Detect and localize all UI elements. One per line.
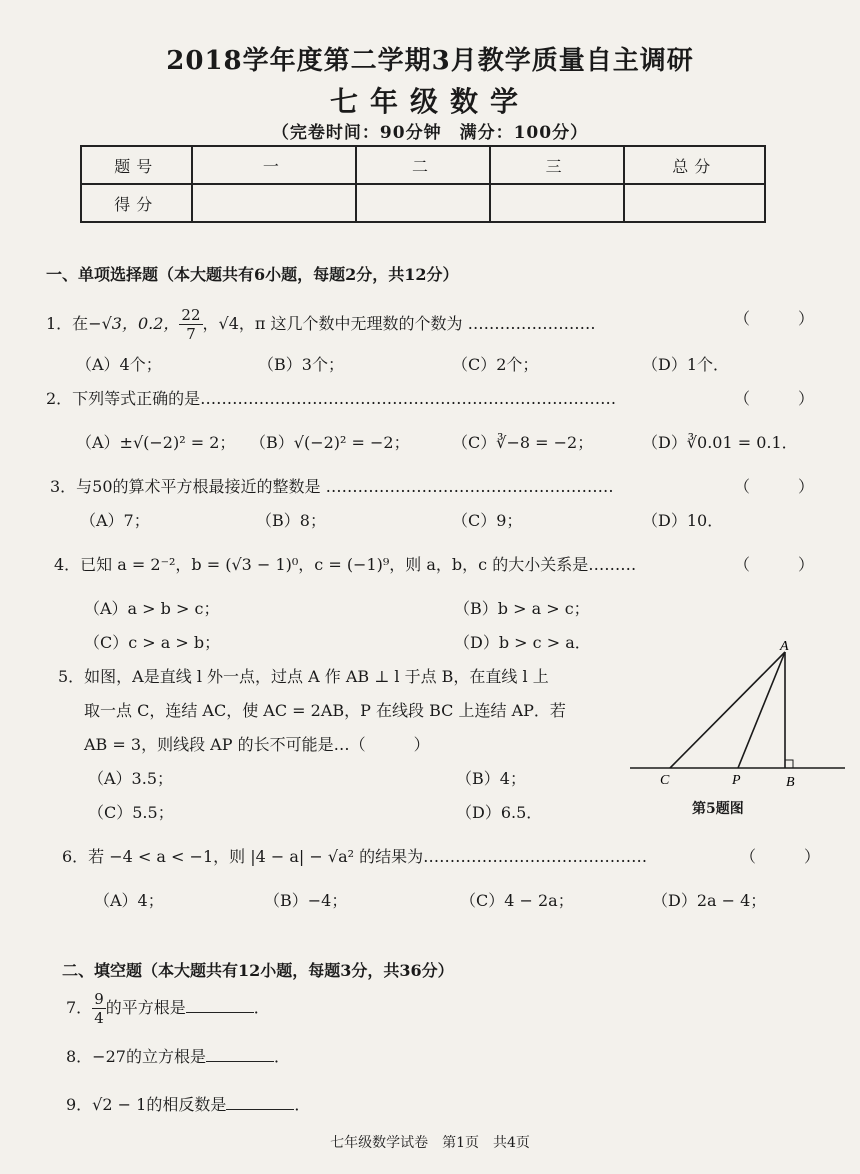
option-2a: （A）±√(−2)² = 2； bbox=[76, 433, 236, 452]
option-6d: （D）2a − 4； bbox=[652, 891, 767, 910]
question-1-prefix: 1．在 bbox=[46, 314, 89, 333]
option-1b: （B）3个； bbox=[258, 355, 344, 374]
score-table-header-row bbox=[81, 146, 765, 184]
question-8-text: 8．−27的立方根是 bbox=[66, 1047, 206, 1066]
option-5d: （D）6.5． bbox=[456, 803, 543, 822]
label-a: A bbox=[780, 639, 789, 654]
fraction-22-7 bbox=[179, 306, 202, 343]
score-cell: 题号 bbox=[81, 146, 192, 184]
question-8-end: ． bbox=[273, 1047, 290, 1066]
question-2: 2．下列等式正确的是…………………………………………………………………… bbox=[46, 389, 617, 408]
option-4c: （C）c > a > b； bbox=[84, 633, 221, 652]
option-1d: （D）1个． bbox=[642, 355, 730, 374]
score-blank-cell bbox=[356, 184, 490, 222]
answer-blank-9[interactable] bbox=[226, 1095, 294, 1110]
score-cell: 总分 bbox=[624, 146, 765, 184]
question-5-line-3: AB = 3，则线段 AP 的长不可能是…（ ） bbox=[84, 735, 430, 754]
option-1a: （A）4个； bbox=[76, 355, 162, 374]
score-blank-cell bbox=[192, 184, 356, 222]
fraction-denominator: 7 bbox=[186, 325, 196, 343]
fraction-denominator: 4 bbox=[94, 1009, 104, 1027]
option-6b: （B）−4； bbox=[264, 891, 348, 910]
question-8 bbox=[66, 1044, 290, 1067]
answer-paren-2: （ ） bbox=[734, 389, 815, 408]
exam-title: 2018学年度第二学期3月教学质量自主调研 bbox=[166, 46, 694, 76]
question-5-line-2: 取一点 C，连结 AC，使 AC = 2AB，P 在线段 BC 上连结 AP．若 bbox=[84, 701, 566, 720]
answer-blank-8[interactable] bbox=[206, 1047, 274, 1062]
label-c: C bbox=[660, 773, 670, 788]
question-7-end: ． bbox=[253, 998, 270, 1017]
score-cell: 三 bbox=[490, 146, 624, 184]
exam-subject: 七年级数学 bbox=[329, 85, 530, 118]
option-2b: （B）√(−2)² = −2； bbox=[250, 433, 410, 452]
segment-ac bbox=[670, 652, 785, 768]
label-b: B bbox=[786, 775, 795, 790]
option-5b: （B）4； bbox=[456, 769, 526, 788]
label-p: P bbox=[732, 773, 741, 788]
fraction-numerator: 9 bbox=[94, 990, 104, 1008]
answer-paren-3: （ ） bbox=[734, 477, 815, 496]
figure-q5-triangle bbox=[620, 630, 850, 790]
answer-paren-4: （ ） bbox=[734, 555, 815, 574]
option-4a: （A）a > b > c； bbox=[84, 599, 220, 618]
option-1c: （C）2个； bbox=[452, 355, 539, 374]
option-4d: （D）b > c > a． bbox=[454, 633, 591, 652]
question-4: 4．已知 a = 2⁻²，b = (√3 − 1)⁰，c = (−1)⁹，则 a，b，c 的大小关系是……… bbox=[54, 555, 637, 574]
question-7-text: 的平方根是 bbox=[105, 998, 186, 1017]
option-6a: （A）4； bbox=[94, 891, 164, 910]
section-heading-1: 一、单项选择题（本大题共有6小题，每题2分，共12分） bbox=[46, 265, 459, 284]
option-3c: （C）9； bbox=[452, 511, 523, 530]
answer-blank-7[interactable] bbox=[186, 998, 254, 1013]
score-blank-cell bbox=[624, 184, 765, 222]
score-cell: 一 bbox=[192, 146, 356, 184]
page-footer: 七年级数学试卷 第1页 共4页 bbox=[330, 1135, 530, 1151]
question-6: 6．若 −4 < a < −1，则 |4 − a| − √a² 的结果为…………………………………… bbox=[62, 847, 648, 866]
fraction-9-4 bbox=[92, 990, 106, 1027]
option-6c: （C）4 − 2a； bbox=[460, 891, 574, 910]
option-5c: （C）5.5； bbox=[88, 803, 174, 822]
option-5a: （A）3.5； bbox=[88, 769, 174, 788]
question-3: 3．与50的算术平方根最接近的整数是 ……………………………………………… bbox=[50, 477, 614, 496]
figure-caption: 第5题图 bbox=[692, 801, 744, 817]
question-1-rest: ，√4，π 这几个数中无理数的个数为 …………………… bbox=[202, 314, 596, 333]
right-angle-mark bbox=[785, 760, 793, 768]
question-5-line-1: 5．如图，A是直线 l 外一点，过点 A 作 AB ⊥ l 于点 B，在直线 l 上 bbox=[58, 667, 549, 686]
question-7-number: 7． bbox=[66, 998, 93, 1017]
segment-ap bbox=[738, 652, 785, 768]
option-2c: （C）∛−8 = −2； bbox=[452, 433, 594, 452]
option-2d: （D）∛0.01 = 0.1． bbox=[642, 433, 798, 452]
section-heading-2: 二、填空题（本大题共有12小题，每题3分，共36分） bbox=[62, 961, 454, 980]
score-cell: 得分 bbox=[81, 184, 192, 222]
score-cell: 二 bbox=[356, 146, 490, 184]
answer-paren-6: （ ） bbox=[740, 847, 821, 866]
exam-info: （完卷时间：90分钟 满分：100分） bbox=[271, 123, 589, 143]
option-3a: （A）7； bbox=[80, 511, 150, 530]
score-table-score-row bbox=[81, 184, 765, 222]
option-3b: （B）8； bbox=[256, 511, 326, 530]
score-table bbox=[80, 145, 766, 223]
question-7 bbox=[66, 990, 270, 1027]
question-1 bbox=[46, 306, 596, 343]
question-9 bbox=[66, 1092, 310, 1115]
option-4b: （B）b > a > c； bbox=[454, 599, 590, 618]
answer-paren-1: （ ） bbox=[734, 309, 815, 328]
question-9-text: 9．√2 − 1的相反数是 bbox=[66, 1095, 227, 1114]
question-1-numbers: −√3，0.2， bbox=[88, 314, 180, 333]
option-3d: （D）10． bbox=[642, 511, 724, 530]
score-blank-cell bbox=[490, 184, 624, 222]
question-9-end: ． bbox=[294, 1095, 311, 1114]
fraction-numerator: 22 bbox=[181, 306, 201, 324]
